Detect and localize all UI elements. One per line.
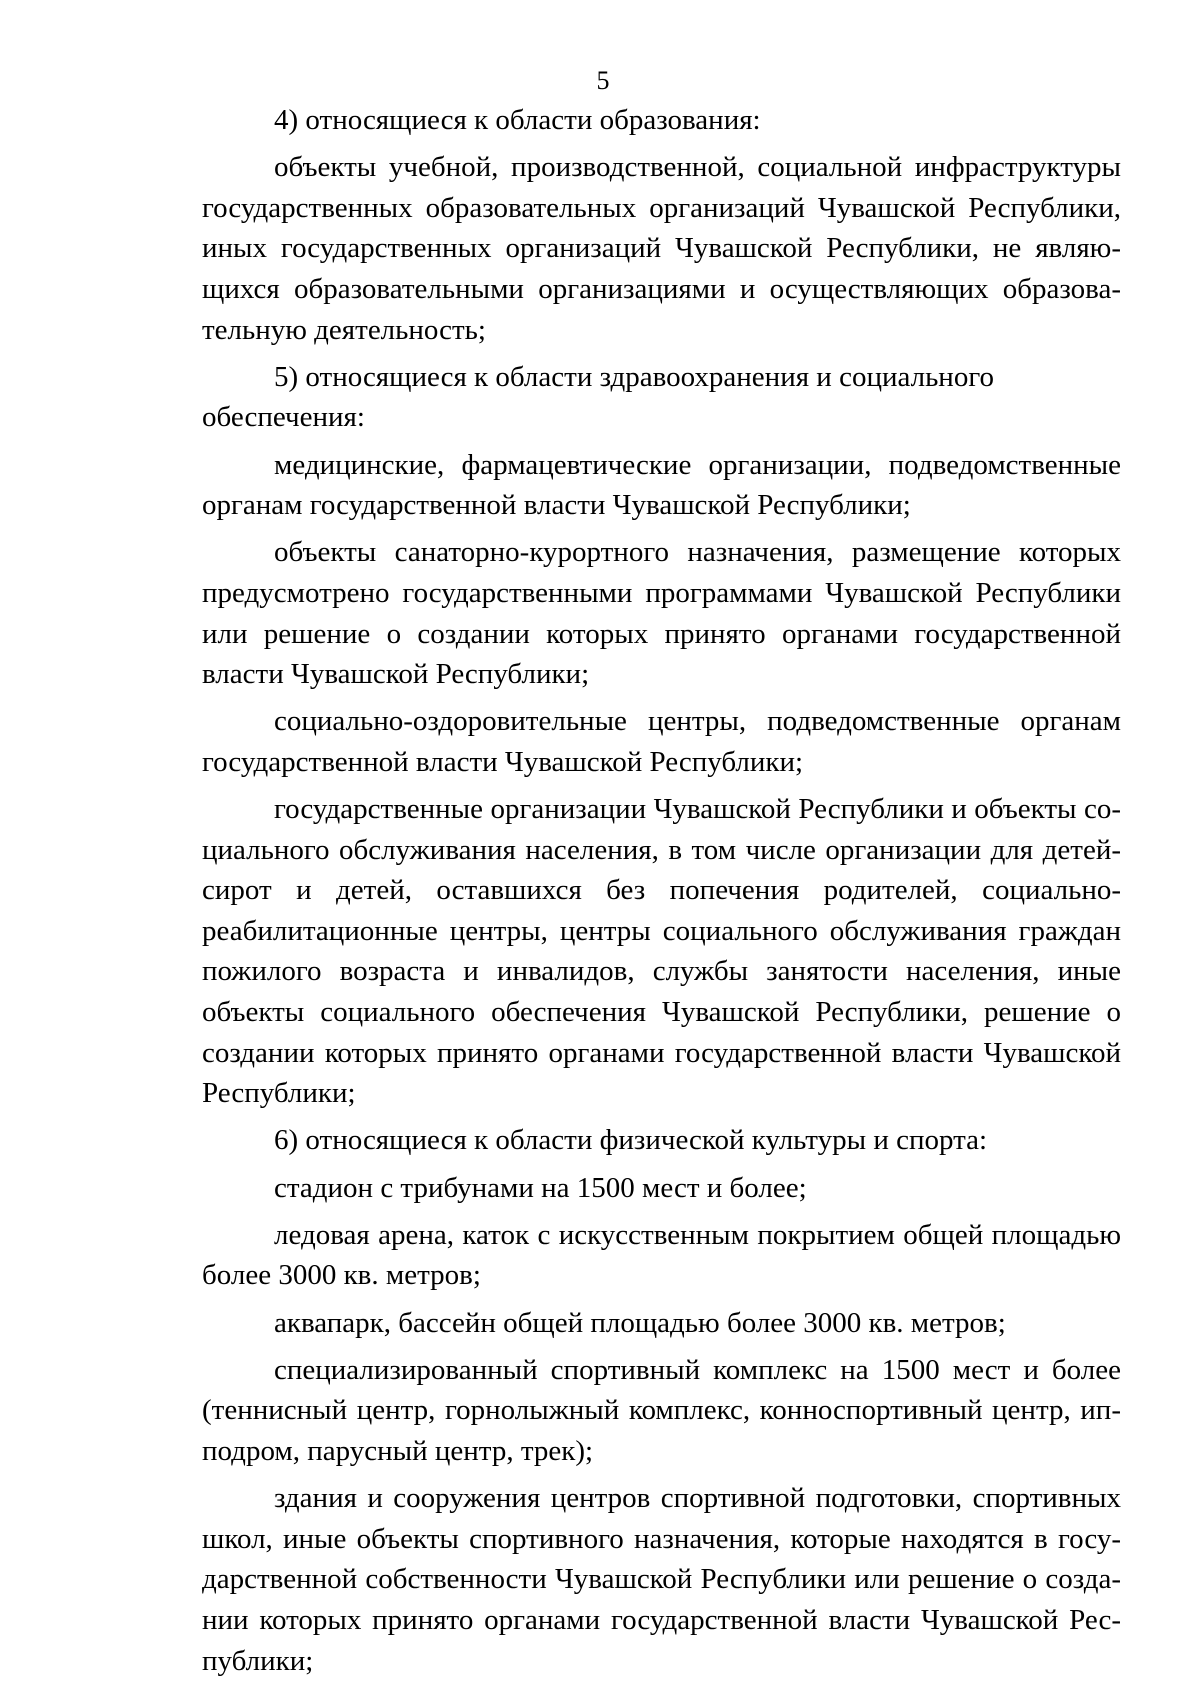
paragraph-social-health-centers: социально-оздоровительные центры, подведомственные органам государственной власти Чувашской Республики; xyxy=(202,705,1121,778)
paragraph-medical-organizations: медицинские, фармацевтические организации, подведомственные органам государственной власти Чувашской Республики; xyxy=(202,448,1121,522)
paragraph-sanatorium-objects: объекты санаторно-курортного назначения, размещение которых предусмотрено государственными программами Чувашской Республики или решение о создании которых принято органами государственной власти Чувашской Республики; xyxy=(202,536,1121,691)
paragraph-section-6-heading: 6) относящиеся к области физической культуры и спорта: xyxy=(274,1124,988,1157)
paragraph-sports-training-centers: здания и сооружения центров спортивной подготовки, спортивных школ, иные объекты спортивного назначения, которые находятся в государственной собственности Чувашской Республики или решение о создании которых принято органами государственной власти Чувашской Республики; xyxy=(202,1482,1121,1677)
paragraph-section-4-heading: 4) относящиеся к области образования: xyxy=(274,104,761,136)
paragraph-aquapark: аквапарк, бассейн общей площадью более 3000 кв. метров; xyxy=(274,1306,1006,1339)
paragraph-education-objects: объекты учебной, производственной, социальной инфраструктуры государственных образовательных организаций Чувашской Республики, иных государственных организаций Чувашской Республики, не являющихся образовательными организациями и осуществляющих образовательную деятельность; xyxy=(202,151,1121,346)
paragraph-social-service-objects: государственные организации Чувашской Республики и объекты социального обслуживания населения, в том числе организации для детей-сирот и детей, оставшихся без попечения родителей, социально-реабилитационные центры, центры социального обслуживания граждан пожилого возраста и инвалидов, службы занятости населения, иные объекты социального обеспечения Чувашской Республики, решение о создании которых принято органами государственной власти Чувашской Республики; xyxy=(202,793,1121,1110)
document-body xyxy=(202,100,1121,1681)
paragraph-ice-arena: ледовая арена, каток с искусственным покрытием общей площадью более 3000 кв. метров; xyxy=(202,1218,1121,1292)
paragraph-stadium: стадион с трибунами на 1500 мест и более; xyxy=(274,1171,807,1204)
paragraph-sports-complex: специализированный спортивный комплекс на 1500 мест и более (теннисный центр, горнолыжный комплекс, конноспортивный центр, ипподром, парусный центр, трек); xyxy=(202,1353,1121,1467)
page-number: 5 xyxy=(596,66,610,95)
paragraph-section-5-heading: 5) относящиеся к области здравоохранения и социального обеспечения: xyxy=(202,360,995,434)
